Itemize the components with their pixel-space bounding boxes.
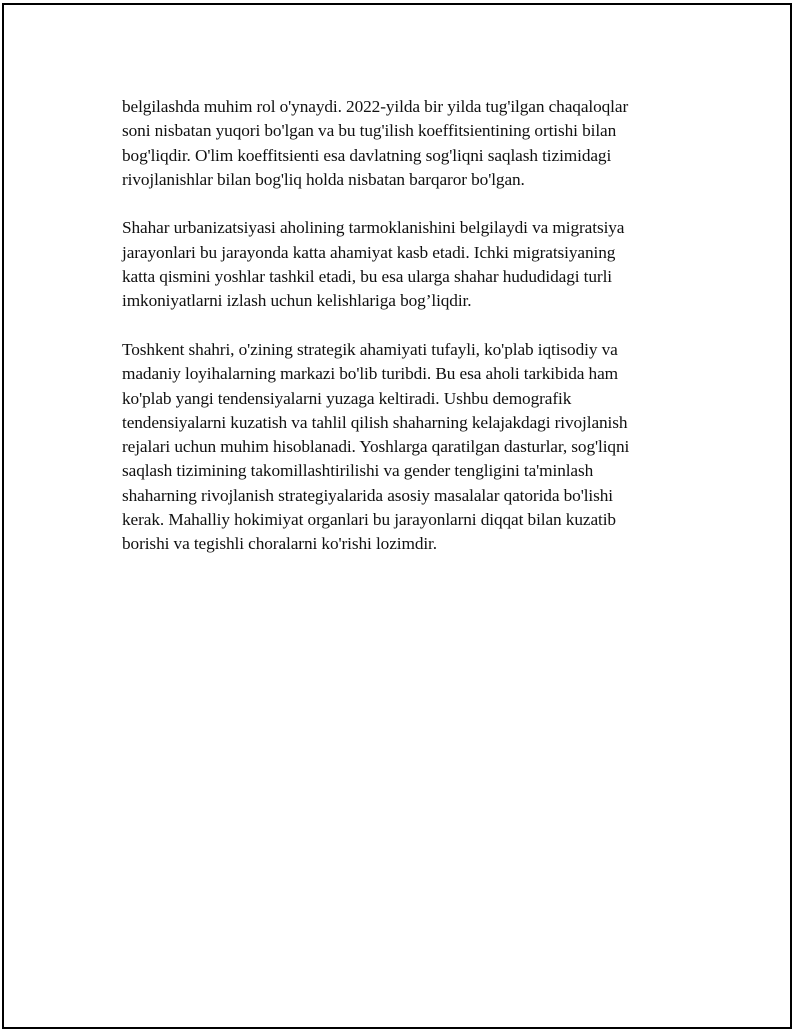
text-line: rivojlanishlar bilan bog'liq holda nisbatan barqaror bo'lgan. (122, 169, 525, 189)
text-line: belgilashda muhim rol o'ynaydi. 2022-yilda bir yilda tug'ilgan chaqaloqlar (122, 97, 629, 116)
text-line: soni nisbatan yuqori bo'lgan va bu tug'ilish koeffitsientining ortishi bilan (122, 121, 617, 141)
paragraph-3 (122, 338, 682, 557)
text-line: Toshkent shahri, o'zining strategik ahamiyati tufayli, ko'plab iqtisodiy va (122, 339, 618, 359)
text-line: saqlash tizimining takomillashtirilishi va gender tengligini ta'minlash (122, 461, 594, 481)
text-line: kerak. Mahalliy hokimiyat organlari bu jarayonlarni diqqat bilan kuzatib (122, 510, 616, 530)
document-body (122, 95, 682, 581)
text-line: bog'liqdir. O'lim koeffitsienti esa davlatning sog'liqni saqlash tizimidagi (122, 145, 612, 165)
page-frame (2, 3, 792, 1029)
text-line: imkoniyatlarni izlash uchun kelishlariga bog’liqdir. (122, 291, 472, 311)
text-line: jarayonlari bu jarayonda katta ahamiyat kasb etadi. Ichki migratsiyaning (122, 242, 616, 262)
text-line: borishi va tegishli choralarni ko'rishi lozimdir. (122, 534, 437, 554)
text-line: tendensiyalarni kuzatish va tahlil qilish shaharning kelajakdagi rivojlanish (122, 412, 628, 432)
text-line: katta qismini yoshlar tashkil etadi, bu esa ularga shahar hududidagi turli (122, 267, 612, 287)
text-line: rejalari uchun muhim hisoblanadi. Yoshlarga qaratilgan dasturlar, sog'liqni (122, 437, 630, 457)
paragraph-1 (122, 95, 682, 192)
text-line: madaniy loyihalarning markazi bo'lib turibdi. Bu esa aholi tarkibida ham (122, 364, 618, 384)
text-line: Shahar urbanizatsiyasi aholining tarmoklanishini belgilaydi va migratsiya (122, 218, 625, 238)
paragraph-2 (122, 216, 682, 313)
text-line: ko'plab yangi tendensiyalarni yuzaga keltiradi. Ushbu demografik (122, 388, 572, 408)
text-line: shaharning rivojlanish strategiyalarida asosiy masalalar qatorida bo'lishi (122, 485, 613, 505)
